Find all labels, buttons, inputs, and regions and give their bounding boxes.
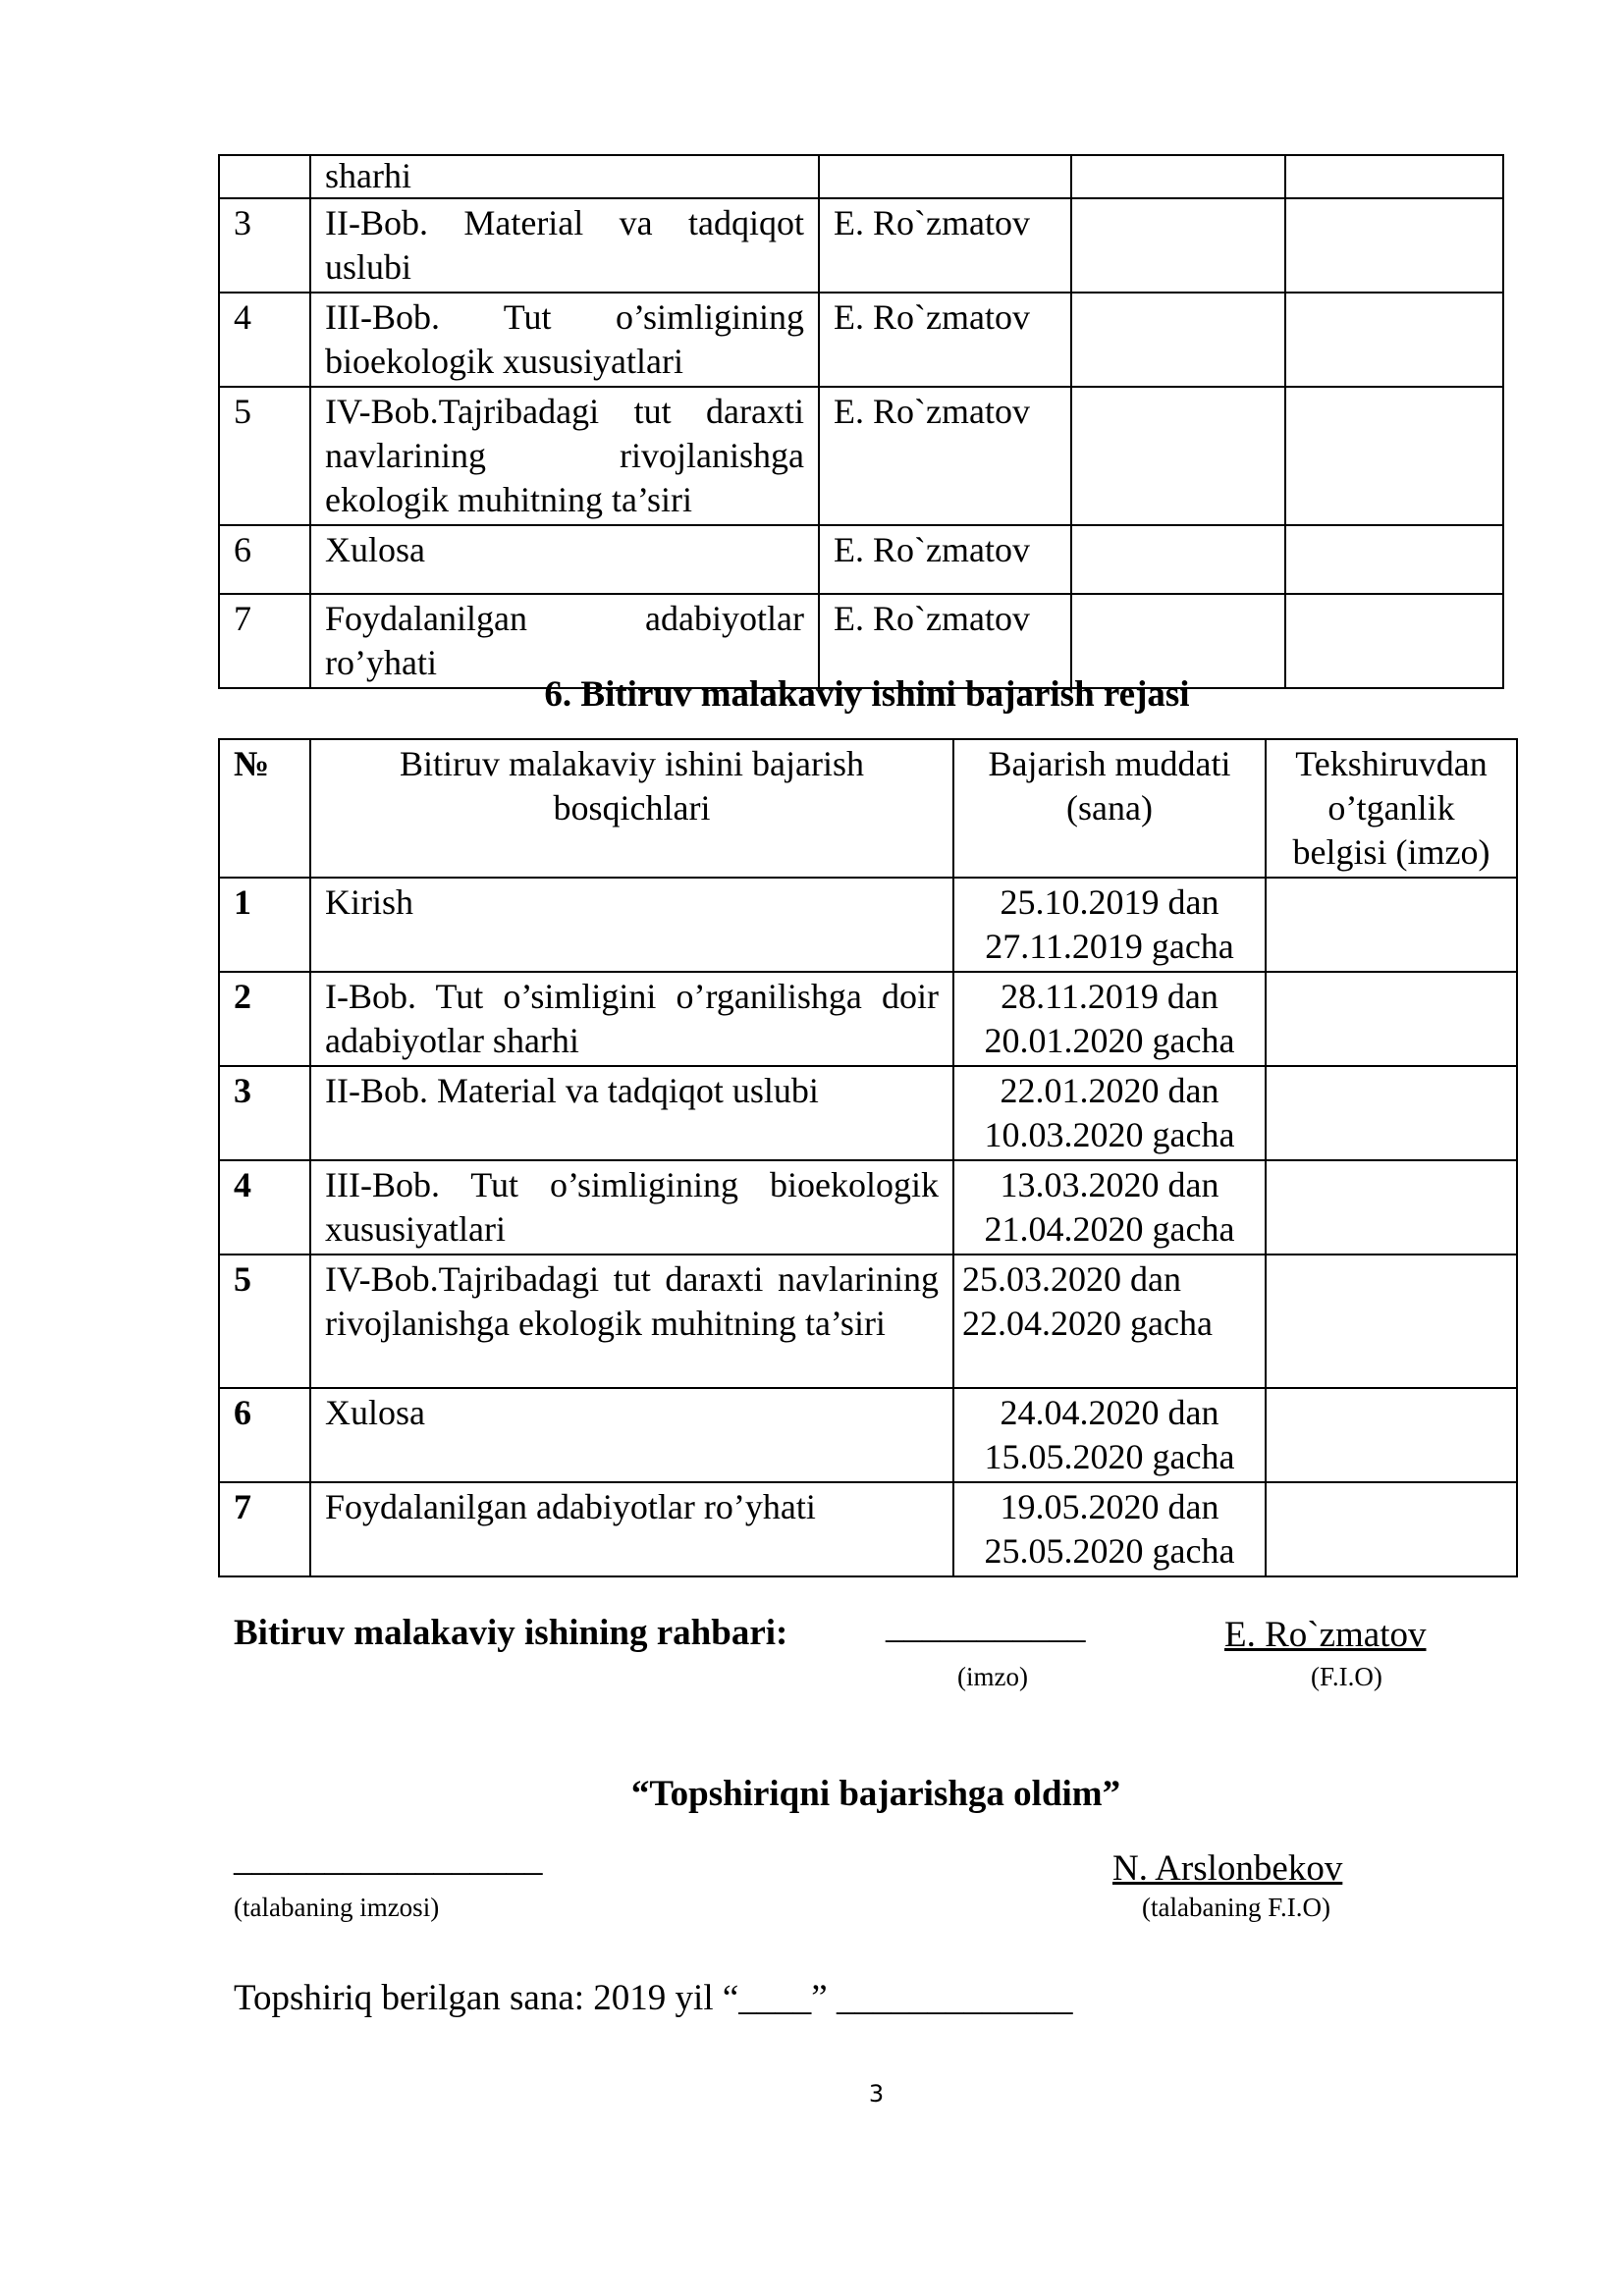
student-signature-caption: (talabaning imzosi) bbox=[234, 1893, 440, 1922]
section-6-heading: 6. Bitiruv malakaviy ishini bajarish rejasi bbox=[544, 674, 1190, 715]
row-empty-cell bbox=[1285, 198, 1503, 293]
plan-row-number: 2 bbox=[219, 972, 310, 1066]
deadline-to: 27.11.2019 gacha bbox=[985, 927, 1234, 966]
row-title: sharhi bbox=[310, 155, 819, 198]
deadline-from: 19.05.2020 dan bbox=[1000, 1487, 1219, 1526]
plan-row-number: 7 bbox=[219, 1482, 310, 1576]
plan-row-deadline bbox=[953, 1482, 1266, 1576]
supervisor-name: E. Ro`zmatov bbox=[1224, 1615, 1427, 1655]
header-stage: Bitiruv malakaviy ishini bajarish bosqichlari bbox=[310, 739, 953, 878]
plan-row-number: 1 bbox=[219, 878, 310, 972]
plan-row-check bbox=[1266, 1482, 1517, 1576]
deadline-from: 28.11.2019 dan bbox=[1001, 977, 1218, 1016]
plan-row-deadline bbox=[953, 1066, 1266, 1160]
plan-row-number: 3 bbox=[219, 1066, 310, 1160]
plan-row-number: 5 bbox=[219, 1255, 310, 1388]
deadline-from: 22.01.2020 dan bbox=[1000, 1071, 1219, 1110]
row-responsible: E. Ro`zmatov bbox=[819, 387, 1071, 525]
row-responsible: E. Ro`zmatov bbox=[819, 198, 1071, 293]
row-number: 7 bbox=[219, 594, 310, 688]
deadline-to: 15.05.2020 gacha bbox=[984, 1437, 1235, 1476]
row-number: 3 bbox=[219, 198, 310, 293]
student-name: N. Arslonbekov bbox=[1112, 1848, 1343, 1889]
supervisor-signature-line: ___________ bbox=[886, 1606, 1086, 1646]
plan-table-body bbox=[219, 878, 1517, 1576]
plan-table bbox=[218, 738, 1518, 1577]
header-check: Tekshiruvdan o’tganlik belgisi (imzo) bbox=[1266, 739, 1517, 878]
plan-row-stage: III-Bob. Tut o’simligining bioekologik xususiyatlari bbox=[310, 1160, 953, 1255]
row-empty-cell bbox=[1071, 155, 1285, 198]
row-title: Xulosa bbox=[310, 525, 819, 594]
task-row bbox=[219, 293, 1503, 387]
row-empty-cell bbox=[1285, 525, 1503, 594]
supervisor-name-caption: (F.I.O) bbox=[1311, 1662, 1382, 1691]
deadline-to: 20.01.2020 gacha bbox=[984, 1021, 1235, 1060]
plan-row-stage: IV-Bob.Tajribadagi tut daraxti navlarining rivojlanishga ekologik muhitning ta’siri bbox=[310, 1255, 953, 1388]
row-empty-cell bbox=[1285, 293, 1503, 387]
row-empty-cell bbox=[1071, 198, 1285, 293]
task-row bbox=[219, 155, 1503, 198]
plan-row-stage: Kirish bbox=[310, 878, 953, 972]
plan-row bbox=[219, 1388, 1517, 1482]
plan-row-deadline bbox=[953, 972, 1266, 1066]
plan-row bbox=[219, 1066, 1517, 1160]
supervisor-label: Bitiruv malakaviy ishining rahbari: bbox=[234, 1613, 788, 1653]
row-number: 4 bbox=[219, 293, 310, 387]
deadline-from: 13.03.2020 dan bbox=[1000, 1165, 1219, 1204]
plan-row bbox=[219, 1482, 1517, 1576]
plan-row-stage: II-Bob. Material va tadqiqot uslubi bbox=[310, 1066, 953, 1160]
plan-table-header-row bbox=[219, 739, 1517, 878]
deadline-to: 21.04.2020 gacha bbox=[984, 1209, 1235, 1249]
row-responsible: E. Ro`zmatov bbox=[819, 594, 1071, 688]
row-empty-cell bbox=[1285, 387, 1503, 525]
acceptance-heading: “Topshiriqni bajarishga oldim” bbox=[630, 1774, 1121, 1814]
row-title: Foydalanilgan adabiyotlar ro’yhati bbox=[310, 594, 819, 688]
row-empty-cell bbox=[1071, 525, 1285, 594]
task-table-body bbox=[219, 155, 1503, 688]
row-empty-cell bbox=[1071, 387, 1285, 525]
plan-row-stage: I-Bob. Tut o’simligini o’rganilishga doir adabiyotlar sharhi bbox=[310, 972, 953, 1066]
row-number: 5 bbox=[219, 387, 310, 525]
deadline-to: 25.05.2020 gacha bbox=[984, 1531, 1235, 1571]
row-number bbox=[219, 155, 310, 198]
row-number: 6 bbox=[219, 525, 310, 594]
plan-row-number: 4 bbox=[219, 1160, 310, 1255]
supervisor-signature-caption: (imzo) bbox=[957, 1662, 1028, 1691]
plan-row-check bbox=[1266, 972, 1517, 1066]
row-title: III-Bob. Tut o’simligining bioekologik xususiyatlari bbox=[310, 293, 819, 387]
row-responsible: E. Ro`zmatov bbox=[819, 525, 1071, 594]
plan-row-number: 6 bbox=[219, 1388, 310, 1482]
plan-row-deadline bbox=[953, 1255, 1266, 1388]
plan-row bbox=[219, 878, 1517, 972]
plan-row bbox=[219, 1255, 1517, 1388]
plan-row-stage: Xulosa bbox=[310, 1388, 953, 1482]
page-number: 3 bbox=[868, 2080, 885, 2108]
plan-row-stage: Foydalanilgan adabiyotlar ro’yhati bbox=[310, 1482, 953, 1576]
plan-row-deadline bbox=[953, 878, 1266, 972]
plan-row bbox=[219, 972, 1517, 1066]
deadline-from: 25.10.2019 dan bbox=[1000, 882, 1219, 922]
row-empty-cell bbox=[1071, 293, 1285, 387]
plan-row-check bbox=[1266, 1388, 1517, 1482]
student-signature-line: _________________ bbox=[234, 1839, 543, 1879]
deadline-to: 22.04.2020 gacha bbox=[962, 1304, 1213, 1343]
student-name-caption: (talabaning F.I.O) bbox=[1142, 1893, 1331, 1922]
plan-row-check bbox=[1266, 1066, 1517, 1160]
plan-row bbox=[219, 1160, 1517, 1255]
plan-row-check bbox=[1266, 1255, 1517, 1388]
plan-row-check bbox=[1266, 1160, 1517, 1255]
plan-row-deadline bbox=[953, 1388, 1266, 1482]
task-table-continued bbox=[218, 154, 1504, 689]
deadline-from: 24.04.2020 dan bbox=[1000, 1393, 1219, 1432]
row-empty-cell bbox=[1285, 155, 1503, 198]
plan-row-deadline bbox=[953, 1160, 1266, 1255]
task-row bbox=[219, 387, 1503, 525]
issue-date-line: Topshiriq berilgan sana: 2019 yil “____” _____________ bbox=[234, 1978, 1073, 2018]
row-title: IV-Bob.Tajribadagi tut daraxti navlarining rivojlanishga ekologik muhitning ta’siri bbox=[310, 387, 819, 525]
header-num: № bbox=[219, 739, 310, 878]
deadline-to: 10.03.2020 gacha bbox=[984, 1115, 1235, 1154]
plan-row-check bbox=[1266, 878, 1517, 972]
header-deadline: Bajarish muddati (sana) bbox=[953, 739, 1266, 878]
row-title: II-Bob. Material va tadqiqot uslubi bbox=[310, 198, 819, 293]
row-responsible bbox=[819, 155, 1071, 198]
task-row bbox=[219, 198, 1503, 293]
deadline-from: 25.03.2020 dan bbox=[962, 1259, 1181, 1299]
row-responsible: E. Ro`zmatov bbox=[819, 293, 1071, 387]
task-row bbox=[219, 525, 1503, 594]
